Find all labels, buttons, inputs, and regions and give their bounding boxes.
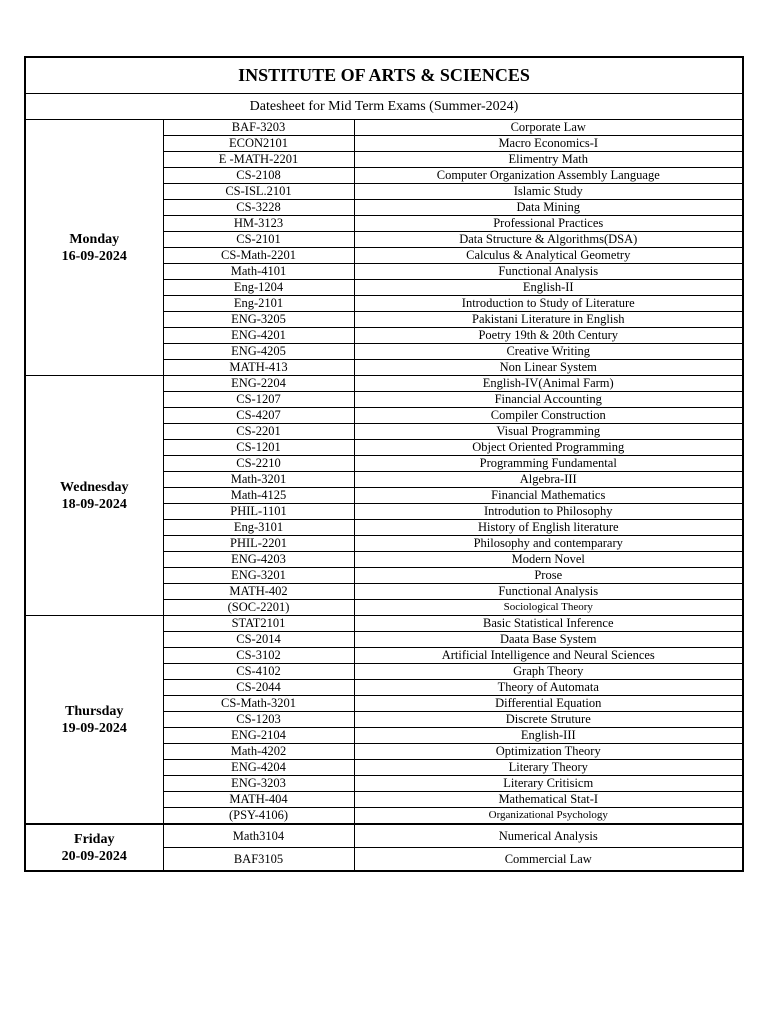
course-subject: Daata Base System	[354, 632, 742, 648]
course-code: Math-4101	[163, 264, 354, 280]
course-subject: Modern Novel	[354, 552, 742, 568]
course-subject: Artificial Intelligence and Neural Sciences	[354, 648, 742, 664]
exam-schedule-table	[26, 120, 742, 870]
day-cell	[26, 616, 163, 825]
course-subject: Elimentry Math	[354, 152, 742, 168]
course-subject: Calculus & Analytical Geometry	[354, 248, 742, 264]
course-subject: Literary Critisicm	[354, 776, 742, 792]
course-code: ENG-2104	[163, 728, 354, 744]
course-subject: Introduction to Study of Literature	[354, 296, 742, 312]
course-code: Math3104	[163, 824, 354, 848]
datesheet-subtitle: Datesheet for Mid Term Exams (Summer-2024)	[26, 94, 742, 120]
day-cell	[26, 376, 163, 616]
course-code: ENG-4204	[163, 760, 354, 776]
course-subject: Optimization Theory	[354, 744, 742, 760]
course-code: MATH-402	[163, 584, 354, 600]
day-date: 16-09-2024	[61, 248, 127, 264]
course-code: CS-1201	[163, 440, 354, 456]
course-code: ENG-4205	[163, 344, 354, 360]
day-date: 20-09-2024	[61, 848, 127, 864]
course-code: MATH-404	[163, 792, 354, 808]
course-subject: Compiler Construction	[354, 408, 742, 424]
day-cell	[26, 120, 163, 376]
course-subject: Numerical Analysis	[354, 824, 742, 848]
course-subject: Sociological Theory	[503, 601, 593, 613]
course-subject: Financial Mathematics	[354, 488, 742, 504]
course-code: CS-2044	[163, 680, 354, 696]
course-code: ENG-4203	[163, 552, 354, 568]
course-subject: Literary Theory	[354, 760, 742, 776]
day-name: Thursday	[65, 703, 124, 719]
course-subject: Graph Theory	[354, 664, 742, 680]
table-row	[26, 824, 742, 848]
day-name: Monday	[69, 231, 120, 247]
course-subject: English-III	[354, 728, 742, 744]
course-subject: Creative Writing	[354, 344, 742, 360]
course-code: BAF3105	[163, 848, 354, 871]
course-subject: Object Oriented Programming	[354, 440, 742, 456]
course-code: ENG-4201	[163, 328, 354, 344]
course-code: Eng-3101	[163, 520, 354, 536]
course-code: CS-2101	[163, 232, 354, 248]
course-code: Eng-2101	[163, 296, 354, 312]
course-code: CS-Math-3201	[163, 696, 354, 712]
datesheet	[24, 56, 744, 872]
course-subject: Corporate Law	[354, 120, 742, 136]
course-subject: English-II	[354, 280, 742, 296]
course-code: CS-4207	[163, 408, 354, 424]
course-code: CS-3102	[163, 648, 354, 664]
course-subject: Data Structure & Algorithms(DSA)	[354, 232, 742, 248]
course-subject: Professional Practices	[354, 216, 742, 232]
course-subject: Financial Accounting	[354, 392, 742, 408]
course-code: ECON2101	[163, 136, 354, 152]
course-code: CS-2210	[163, 456, 354, 472]
day-name: Friday	[74, 831, 115, 847]
course-subject: Commercial Law	[504, 852, 592, 866]
course-code: CS-3228	[163, 200, 354, 216]
course-code: (PSY-4106)	[163, 808, 354, 825]
course-code: CS-4102	[163, 664, 354, 680]
day-cell	[26, 824, 163, 870]
course-code: CS-2108	[163, 168, 354, 184]
course-subject: Programming Fundamental	[354, 456, 742, 472]
table-row	[26, 376, 742, 392]
day-name: Wednesday	[60, 479, 129, 495]
course-code: E -MATH-2201	[163, 152, 354, 168]
course-code: Math-3201	[163, 472, 354, 488]
course-subject: Mathematical Stat-I	[354, 792, 742, 808]
course-subject: History of English literature	[354, 520, 742, 536]
course-subject: Poetry 19th & 20th Century	[354, 328, 742, 344]
course-subject: Functional Analysis	[354, 584, 742, 600]
course-subject: Organizational Psychology	[488, 809, 608, 821]
day-group-monday	[26, 120, 742, 376]
course-code: ENG-2204	[163, 376, 354, 392]
day-group-wednesday	[26, 376, 742, 616]
course-subject: Basic Statistical Inference	[354, 616, 742, 632]
course-subject: Pakistani Literature in English	[354, 312, 742, 328]
course-code: ENG-3203	[163, 776, 354, 792]
course-code: CS-2201	[163, 424, 354, 440]
course-subject: Introdution to Philosophy	[354, 504, 742, 520]
course-code: STAT2101	[163, 616, 354, 632]
course-subject: Functional Analysis	[354, 264, 742, 280]
course-code: CS-Math-2201	[163, 248, 354, 264]
course-subject: Data Mining	[354, 200, 742, 216]
table-row	[26, 120, 742, 136]
course-code: Math-4202	[163, 744, 354, 760]
course-code: (SOC-2201)	[163, 600, 354, 616]
course-subject: Islamic Study	[354, 184, 742, 200]
course-code: Math-4125	[163, 488, 354, 504]
course-subject: Prose	[354, 568, 742, 584]
course-code: PHIL-1101	[163, 504, 354, 520]
course-code: BAF-3203	[163, 120, 354, 136]
course-subject: Philosophy and contemparary	[354, 536, 742, 552]
course-subject: Theory of Automata	[354, 680, 742, 696]
institute-title: INSTITUTE OF ARTS & SCIENCES	[26, 58, 742, 94]
course-subject: Discrete Struture	[354, 712, 742, 728]
day-group-friday	[26, 824, 742, 870]
course-subject: Differential Equation	[354, 696, 742, 712]
day-date: 18-09-2024	[61, 496, 127, 512]
course-subject: Computer Organization Assembly Language	[354, 168, 742, 184]
course-subject: Non Linear System	[499, 360, 597, 374]
course-code: HM-3123	[163, 216, 354, 232]
course-subject: Visual Programming	[354, 424, 742, 440]
course-code: MATH-413	[163, 360, 354, 376]
course-code: CS-2014	[163, 632, 354, 648]
table-row	[26, 616, 742, 632]
course-code: CS-1203	[163, 712, 354, 728]
course-subject: Algebra-III	[354, 472, 742, 488]
day-date: 19-09-2024	[61, 720, 127, 736]
course-code: Eng-1204	[163, 280, 354, 296]
course-code: ENG-3201	[163, 568, 354, 584]
course-subject: English-IV(Animal Farm)	[354, 376, 742, 392]
course-code: PHIL-2201	[163, 536, 354, 552]
course-code: CS-ISL.2101	[163, 184, 354, 200]
course-subject: Macro Economics-I	[354, 136, 742, 152]
day-group-thursday	[26, 616, 742, 825]
course-code: ENG-3205	[163, 312, 354, 328]
course-code: CS-1207	[163, 392, 354, 408]
